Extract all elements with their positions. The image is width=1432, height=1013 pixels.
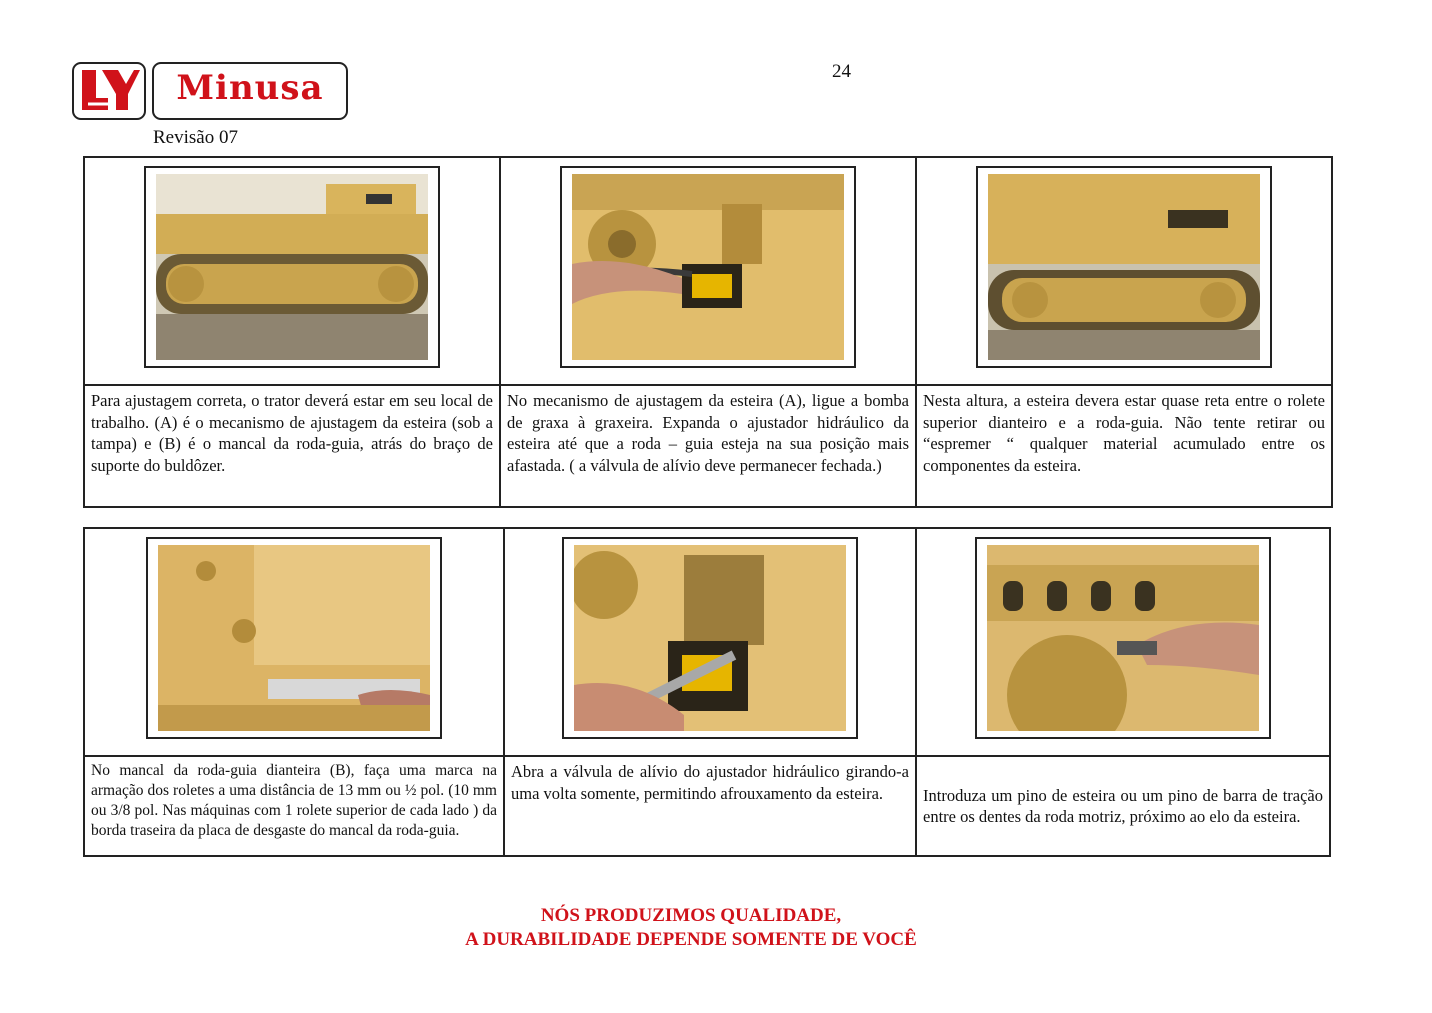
step-description: Nesta altura, a esteira devera estar quase reta entre o rolete superior dianteiro e a roda-guia. Não tente retirar ou “espremer “ qualquer material acumulado entre os componentes da esteira. xyxy=(916,385,1332,507)
tractor-track-photo-icon xyxy=(976,166,1272,368)
wrench-relief-valve-photo-icon xyxy=(562,537,858,739)
photo-cell xyxy=(84,528,504,756)
slogan-line-2: A DURABILIDADE DEPENDE SOMENTE DE VOCÊ xyxy=(465,929,917,950)
page-number: 24 xyxy=(832,61,851,82)
slogan-line-1: NÓS PRODUZIMOS QUALIDADE, xyxy=(540,905,842,926)
minusa-logo-mark-icon xyxy=(72,62,146,120)
step-description: Abra a válvula de alívio do ajustador hidráulico girando-a uma volta somente, permitindo afrouxamento da esteira. xyxy=(504,756,916,856)
step-description: Para ajustagem correta, o trator deverá estar em seu local de trabalho. (A) é o mecanismo de ajustagem da esteira (sob a tampa) e (B) é o mancal da roda-guia, atrás do braço de suporte do buldôzer. xyxy=(84,385,500,507)
step-description: No mecanismo de ajustagem da esteira (A), ligue a bomba de graxa à graxeira. Expanda o ajustador hidráulico da esteira até que a roda – guia esteja na sua posição mais afastada. ( a válvula de alívio deve permanecer fechada.) xyxy=(500,385,916,507)
grease-pump-photo-icon xyxy=(560,166,856,368)
revision-label: Revisão 07 xyxy=(153,127,238,148)
tractor-side-view-photo-icon xyxy=(144,166,440,368)
quality-slogan xyxy=(0,904,1382,952)
logo-wordmark: Minusa xyxy=(176,68,324,108)
steps-table-1 xyxy=(83,156,1333,508)
step-description: Introduza um pino de esteira ou um pino de barra de tração entre os dentes da roda motriz, próximo ao elo da esteira. xyxy=(916,756,1330,856)
photo-cell xyxy=(84,157,500,385)
photo-cell xyxy=(916,157,1332,385)
photo-cell xyxy=(916,528,1330,756)
logo-wordmark-box xyxy=(152,62,348,120)
photo-cell xyxy=(500,157,916,385)
steps-table-2 xyxy=(83,527,1331,857)
step-description: No mancal da roda-guia dianteira (B), faça uma marca na armação dos roletes a uma distância de 13 mm ou ½ pol. (10 mm ou 3/8 pol. Nas máquinas com 1 rolete superior de cada lado ) da borda traseira da placa de desgaste do mancal da roda-guia. xyxy=(84,756,504,856)
photo-cell xyxy=(504,528,916,756)
track-pin-sprocket-photo-icon xyxy=(975,537,1271,739)
ruler-measurement-photo-icon xyxy=(146,537,442,739)
